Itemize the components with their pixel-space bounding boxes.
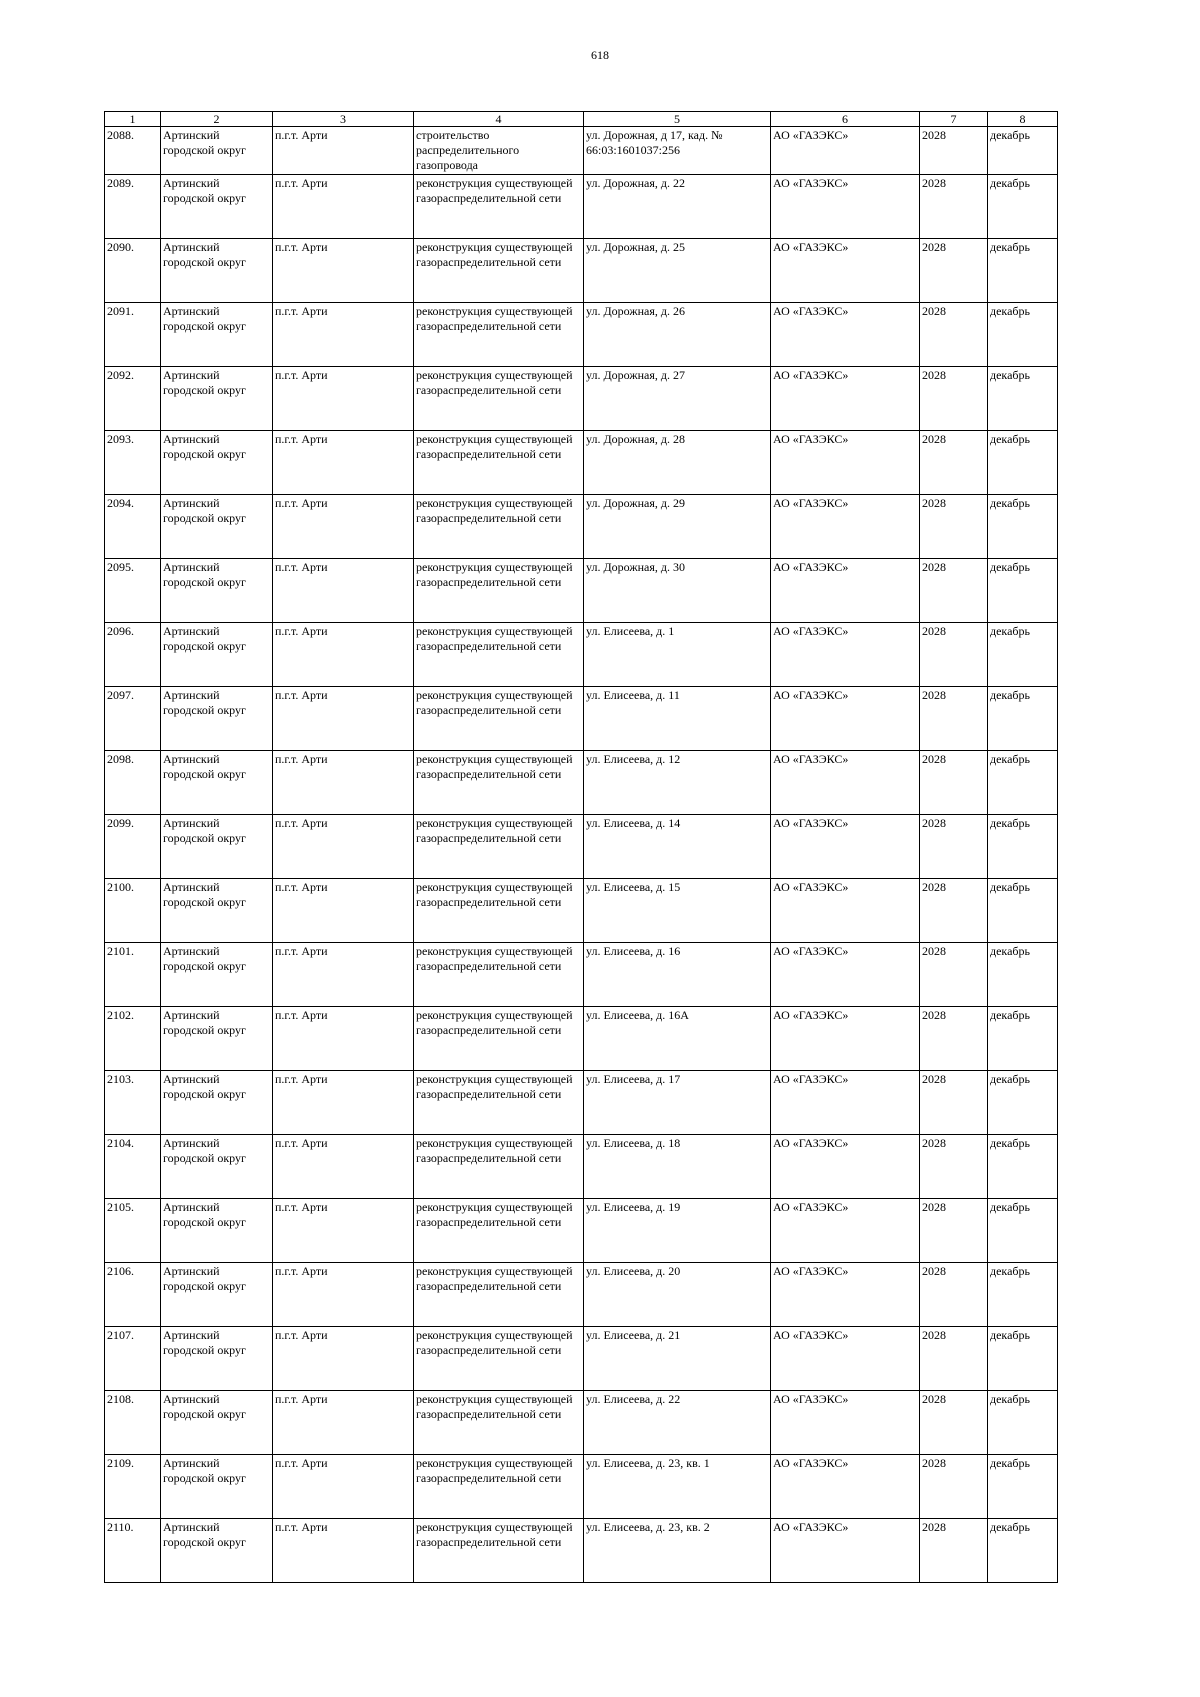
organization-cell: АО «ГАЗЭКС» bbox=[771, 239, 920, 303]
work-type-cell: реконструкция существующей газораспределительной сети bbox=[414, 239, 584, 303]
month-cell: декабрь bbox=[988, 431, 1058, 495]
organization-cell: АО «ГАЗЭКС» bbox=[771, 751, 920, 815]
settlement-cell: п.г.т. Арти bbox=[273, 303, 414, 367]
settlement-cell: п.г.т. Арти bbox=[273, 127, 414, 175]
organization-cell: АО «ГАЗЭКС» bbox=[771, 431, 920, 495]
settlement-cell: п.г.т. Арти bbox=[273, 367, 414, 431]
district-cell: Артинский городской округ bbox=[161, 239, 273, 303]
settlement-cell: п.г.т. Арти bbox=[273, 1391, 414, 1455]
district-cell: Артинский городской округ bbox=[161, 1263, 273, 1327]
month-cell: декабрь bbox=[988, 1199, 1058, 1263]
district-cell: Артинский городской округ bbox=[161, 943, 273, 1007]
organization-cell: АО «ГАЗЭКС» bbox=[771, 1263, 920, 1327]
table-row bbox=[105, 559, 1058, 623]
settlement-cell: п.г.т. Арти bbox=[273, 879, 414, 943]
settlement-cell: п.г.т. Арти bbox=[273, 1455, 414, 1519]
organization-cell: АО «ГАЗЭКС» bbox=[771, 879, 920, 943]
column-header: 5 bbox=[584, 112, 771, 127]
address-cell: ул. Елисеева, д. 16А bbox=[584, 1007, 771, 1071]
row-number: 2095. bbox=[105, 559, 161, 623]
table-row bbox=[105, 1007, 1058, 1071]
district-cell: Артинский городской округ bbox=[161, 559, 273, 623]
settlement-cell: п.г.т. Арти bbox=[273, 1327, 414, 1391]
address-cell: ул. Елисеева, д. 14 bbox=[584, 815, 771, 879]
year-cell: 2028 bbox=[920, 239, 988, 303]
address-cell: ул. Елисеева, д. 18 bbox=[584, 1135, 771, 1199]
work-type-cell: реконструкция существующей газораспределительной сети bbox=[414, 1455, 584, 1519]
work-type-cell: реконструкция существующей газораспределительной сети bbox=[414, 1391, 584, 1455]
work-type-cell: реконструкция существующей газораспределительной сети bbox=[414, 367, 584, 431]
month-cell: декабрь bbox=[988, 943, 1058, 1007]
settlement-cell: п.г.т. Арти bbox=[273, 559, 414, 623]
settlement-cell: п.г.т. Арти bbox=[273, 1071, 414, 1135]
table-row bbox=[105, 1071, 1058, 1135]
table-row bbox=[105, 127, 1058, 175]
table-row bbox=[105, 1519, 1058, 1583]
work-type-cell: реконструкция существующей газораспределительной сети bbox=[414, 1007, 584, 1071]
table-row bbox=[105, 1391, 1058, 1455]
row-number: 2107. bbox=[105, 1327, 161, 1391]
settlement-cell: п.г.т. Арти bbox=[273, 431, 414, 495]
table-row bbox=[105, 943, 1058, 1007]
year-cell: 2028 bbox=[920, 559, 988, 623]
table-row bbox=[105, 495, 1058, 559]
address-cell: ул. Елисеева, д. 23, кв. 2 bbox=[584, 1519, 771, 1583]
settlement-cell: п.г.т. Арти bbox=[273, 943, 414, 1007]
column-header: 8 bbox=[988, 112, 1058, 127]
row-number: 2089. bbox=[105, 175, 161, 239]
address-cell: ул. Дорожная, д. 26 bbox=[584, 303, 771, 367]
table-row bbox=[105, 1263, 1058, 1327]
settlement-cell: п.г.т. Арти bbox=[273, 1263, 414, 1327]
month-cell: декабрь bbox=[988, 1135, 1058, 1199]
row-number: 2099. bbox=[105, 815, 161, 879]
month-cell: декабрь bbox=[988, 1391, 1058, 1455]
month-cell: декабрь bbox=[988, 127, 1058, 175]
settlement-cell: п.г.т. Арти bbox=[273, 1007, 414, 1071]
month-cell: декабрь bbox=[988, 495, 1058, 559]
work-type-cell: реконструкция существующей газораспределительной сети bbox=[414, 1327, 584, 1391]
address-cell: ул. Дорожная, д 17, кад. № 66:03:1601037:256 bbox=[584, 127, 771, 175]
district-cell: Артинский городской округ bbox=[161, 1007, 273, 1071]
year-cell: 2028 bbox=[920, 1455, 988, 1519]
work-type-cell: реконструкция существующей газораспределительной сети bbox=[414, 687, 584, 751]
address-cell: ул. Елисеева, д. 17 bbox=[584, 1071, 771, 1135]
column-header: 7 bbox=[920, 112, 988, 127]
address-cell: ул. Елисеева, д. 1 bbox=[584, 623, 771, 687]
organization-cell: АО «ГАЗЭКС» bbox=[771, 1391, 920, 1455]
month-cell: декабрь bbox=[988, 751, 1058, 815]
work-type-cell: реконструкция существующей газораспределительной сети bbox=[414, 431, 584, 495]
registry-table bbox=[104, 111, 1058, 1583]
organization-cell: АО «ГАЗЭКС» bbox=[771, 495, 920, 559]
header-row bbox=[105, 112, 1058, 127]
month-cell: декабрь bbox=[988, 1007, 1058, 1071]
row-number: 2094. bbox=[105, 495, 161, 559]
settlement-cell: п.г.т. Арти bbox=[273, 1135, 414, 1199]
row-number: 2098. bbox=[105, 751, 161, 815]
table-row bbox=[105, 175, 1058, 239]
year-cell: 2028 bbox=[920, 1135, 988, 1199]
address-cell: ул. Дорожная, д. 30 bbox=[584, 559, 771, 623]
work-type-cell: реконструкция существующей газораспределительной сети bbox=[414, 1071, 584, 1135]
month-cell: декабрь bbox=[988, 879, 1058, 943]
district-cell: Артинский городской округ bbox=[161, 623, 273, 687]
row-number: 2103. bbox=[105, 1071, 161, 1135]
year-cell: 2028 bbox=[920, 1007, 988, 1071]
month-cell: декабрь bbox=[988, 1455, 1058, 1519]
table-row bbox=[105, 623, 1058, 687]
district-cell: Артинский городской округ bbox=[161, 1455, 273, 1519]
district-cell: Артинский городской округ bbox=[161, 1071, 273, 1135]
organization-cell: АО «ГАЗЭКС» bbox=[771, 559, 920, 623]
district-cell: Артинский городской округ bbox=[161, 751, 273, 815]
column-header: 2 bbox=[161, 112, 273, 127]
month-cell: декабрь bbox=[988, 559, 1058, 623]
row-number: 2105. bbox=[105, 1199, 161, 1263]
month-cell: декабрь bbox=[988, 623, 1058, 687]
row-number: 2106. bbox=[105, 1263, 161, 1327]
district-cell: Артинский городской округ bbox=[161, 815, 273, 879]
address-cell: ул. Дорожная, д. 27 bbox=[584, 367, 771, 431]
year-cell: 2028 bbox=[920, 127, 988, 175]
year-cell: 2028 bbox=[920, 1519, 988, 1583]
year-cell: 2028 bbox=[920, 623, 988, 687]
table-row bbox=[105, 1135, 1058, 1199]
year-cell: 2028 bbox=[920, 879, 988, 943]
work-type-cell: реконструкция существующей газораспределительной сети bbox=[414, 175, 584, 239]
settlement-cell: п.г.т. Арти bbox=[273, 751, 414, 815]
address-cell: ул. Дорожная, д. 29 bbox=[584, 495, 771, 559]
district-cell: Артинский городской округ bbox=[161, 495, 273, 559]
row-number: 2088. bbox=[105, 127, 161, 175]
year-cell: 2028 bbox=[920, 1391, 988, 1455]
work-type-cell: реконструкция существующей газораспределительной сети bbox=[414, 879, 584, 943]
work-type-cell: реконструкция существующей газораспределительной сети bbox=[414, 1135, 584, 1199]
district-cell: Артинский городской округ bbox=[161, 879, 273, 943]
year-cell: 2028 bbox=[920, 751, 988, 815]
year-cell: 2028 bbox=[920, 1199, 988, 1263]
address-cell: ул. Елисеева, д. 21 bbox=[584, 1327, 771, 1391]
column-header: 3 bbox=[273, 112, 414, 127]
month-cell: декабрь bbox=[988, 303, 1058, 367]
work-type-cell: реконструкция существующей газораспределительной сети bbox=[414, 623, 584, 687]
year-cell: 2028 bbox=[920, 1263, 988, 1327]
year-cell: 2028 bbox=[920, 303, 988, 367]
settlement-cell: п.г.т. Арти bbox=[273, 239, 414, 303]
district-cell: Артинский городской округ bbox=[161, 431, 273, 495]
work-type-cell: реконструкция существующей газораспределительной сети bbox=[414, 1519, 584, 1583]
table-row bbox=[105, 239, 1058, 303]
address-cell: ул. Елисеева, д. 23, кв. 1 bbox=[584, 1455, 771, 1519]
district-cell: Артинский городской округ bbox=[161, 1391, 273, 1455]
address-cell: ул. Елисеева, д. 19 bbox=[584, 1199, 771, 1263]
year-cell: 2028 bbox=[920, 175, 988, 239]
district-cell: Артинский городской округ bbox=[161, 687, 273, 751]
column-header: 4 bbox=[414, 112, 584, 127]
row-number: 2110. bbox=[105, 1519, 161, 1583]
address-cell: ул. Елисеева, д. 22 bbox=[584, 1391, 771, 1455]
district-cell: Артинский городской округ bbox=[161, 1135, 273, 1199]
address-cell: ул. Дорожная, д. 22 bbox=[584, 175, 771, 239]
table-row bbox=[105, 1327, 1058, 1391]
row-number: 2100. bbox=[105, 879, 161, 943]
month-cell: декабрь bbox=[988, 239, 1058, 303]
settlement-cell: п.г.т. Арти bbox=[273, 623, 414, 687]
address-cell: ул. Елисеева, д. 20 bbox=[584, 1263, 771, 1327]
organization-cell: АО «ГАЗЭКС» bbox=[771, 815, 920, 879]
table-row bbox=[105, 751, 1058, 815]
row-number: 2097. bbox=[105, 687, 161, 751]
month-cell: декабрь bbox=[988, 1263, 1058, 1327]
settlement-cell: п.г.т. Арти bbox=[273, 1519, 414, 1583]
month-cell: декабрь bbox=[988, 687, 1058, 751]
month-cell: декабрь bbox=[988, 1327, 1058, 1391]
work-type-cell: реконструкция существующей газораспределительной сети bbox=[414, 1263, 584, 1327]
address-cell: ул. Елисеева, д. 15 bbox=[584, 879, 771, 943]
organization-cell: АО «ГАЗЭКС» bbox=[771, 1327, 920, 1391]
row-number: 2104. bbox=[105, 1135, 161, 1199]
year-cell: 2028 bbox=[920, 431, 988, 495]
year-cell: 2028 bbox=[920, 1327, 988, 1391]
row-number: 2101. bbox=[105, 943, 161, 1007]
work-type-cell: реконструкция существующей газораспределительной сети bbox=[414, 751, 584, 815]
column-header: 1 bbox=[105, 112, 161, 127]
row-number: 2108. bbox=[105, 1391, 161, 1455]
organization-cell: АО «ГАЗЭКС» bbox=[771, 127, 920, 175]
district-cell: Артинский городской округ bbox=[161, 367, 273, 431]
table-row bbox=[105, 303, 1058, 367]
organization-cell: АО «ГАЗЭКС» bbox=[771, 175, 920, 239]
page-number: 618 bbox=[591, 48, 609, 62]
organization-cell: АО «ГАЗЭКС» bbox=[771, 943, 920, 1007]
work-type-cell: реконструкция существующей газораспределительной сети bbox=[414, 495, 584, 559]
row-number: 2090. bbox=[105, 239, 161, 303]
month-cell: декабрь bbox=[988, 1519, 1058, 1583]
table-row bbox=[105, 367, 1058, 431]
district-cell: Артинский городской округ bbox=[161, 1199, 273, 1263]
year-cell: 2028 bbox=[920, 1071, 988, 1135]
year-cell: 2028 bbox=[920, 367, 988, 431]
organization-cell: АО «ГАЗЭКС» bbox=[771, 303, 920, 367]
organization-cell: АО «ГАЗЭКС» bbox=[771, 1135, 920, 1199]
district-cell: Артинский городской округ bbox=[161, 127, 273, 175]
organization-cell: АО «ГАЗЭКС» bbox=[771, 1455, 920, 1519]
table-body bbox=[105, 127, 1058, 1583]
row-number: 2091. bbox=[105, 303, 161, 367]
settlement-cell: п.г.т. Арти bbox=[273, 495, 414, 559]
district-cell: Артинский городской округ bbox=[161, 303, 273, 367]
address-cell: ул. Дорожная, д. 28 bbox=[584, 431, 771, 495]
settlement-cell: п.г.т. Арти bbox=[273, 175, 414, 239]
address-cell: ул. Дорожная, д. 25 bbox=[584, 239, 771, 303]
district-cell: Артинский городской округ bbox=[161, 1327, 273, 1391]
organization-cell: АО «ГАЗЭКС» bbox=[771, 1071, 920, 1135]
month-cell: декабрь bbox=[988, 367, 1058, 431]
year-cell: 2028 bbox=[920, 687, 988, 751]
column-header: 6 bbox=[771, 112, 920, 127]
table-row bbox=[105, 1455, 1058, 1519]
address-cell: ул. Елисеева, д. 12 bbox=[584, 751, 771, 815]
district-cell: Артинский городской округ bbox=[161, 175, 273, 239]
organization-cell: АО «ГАЗЭКС» bbox=[771, 367, 920, 431]
table-row bbox=[105, 879, 1058, 943]
work-type-cell: реконструкция существующей газораспределительной сети bbox=[414, 303, 584, 367]
address-cell: ул. Елисеева, д. 16 bbox=[584, 943, 771, 1007]
settlement-cell: п.г.т. Арти bbox=[273, 1199, 414, 1263]
work-type-cell: реконструкция существующей газораспределительной сети bbox=[414, 943, 584, 1007]
organization-cell: АО «ГАЗЭКС» bbox=[771, 623, 920, 687]
organization-cell: АО «ГАЗЭКС» bbox=[771, 1007, 920, 1071]
year-cell: 2028 bbox=[920, 815, 988, 879]
month-cell: декабрь bbox=[988, 815, 1058, 879]
table-row bbox=[105, 431, 1058, 495]
organization-cell: АО «ГАЗЭКС» bbox=[771, 687, 920, 751]
settlement-cell: п.г.т. Арти bbox=[273, 687, 414, 751]
month-cell: декабрь bbox=[988, 175, 1058, 239]
work-type-cell: строительство распределительного газопровода bbox=[414, 127, 584, 175]
settlement-cell: п.г.т. Арти bbox=[273, 815, 414, 879]
table-row bbox=[105, 1199, 1058, 1263]
organization-cell: АО «ГАЗЭКС» bbox=[771, 1519, 920, 1583]
table-row bbox=[105, 687, 1058, 751]
work-type-cell: реконструкция существующей газораспределительной сети bbox=[414, 559, 584, 623]
row-number: 2093. bbox=[105, 431, 161, 495]
organization-cell: АО «ГАЗЭКС» bbox=[771, 1199, 920, 1263]
table-row bbox=[105, 815, 1058, 879]
address-cell: ул. Елисеева, д. 11 bbox=[584, 687, 771, 751]
row-number: 2096. bbox=[105, 623, 161, 687]
work-type-cell: реконструкция существующей газораспределительной сети bbox=[414, 815, 584, 879]
year-cell: 2028 bbox=[920, 943, 988, 1007]
row-number: 2102. bbox=[105, 1007, 161, 1071]
work-type-cell: реконструкция существующей газораспределительной сети bbox=[414, 1199, 584, 1263]
year-cell: 2028 bbox=[920, 495, 988, 559]
district-cell: Артинский городской округ bbox=[161, 1519, 273, 1583]
month-cell: декабрь bbox=[988, 1071, 1058, 1135]
row-number: 2109. bbox=[105, 1455, 161, 1519]
row-number: 2092. bbox=[105, 367, 161, 431]
